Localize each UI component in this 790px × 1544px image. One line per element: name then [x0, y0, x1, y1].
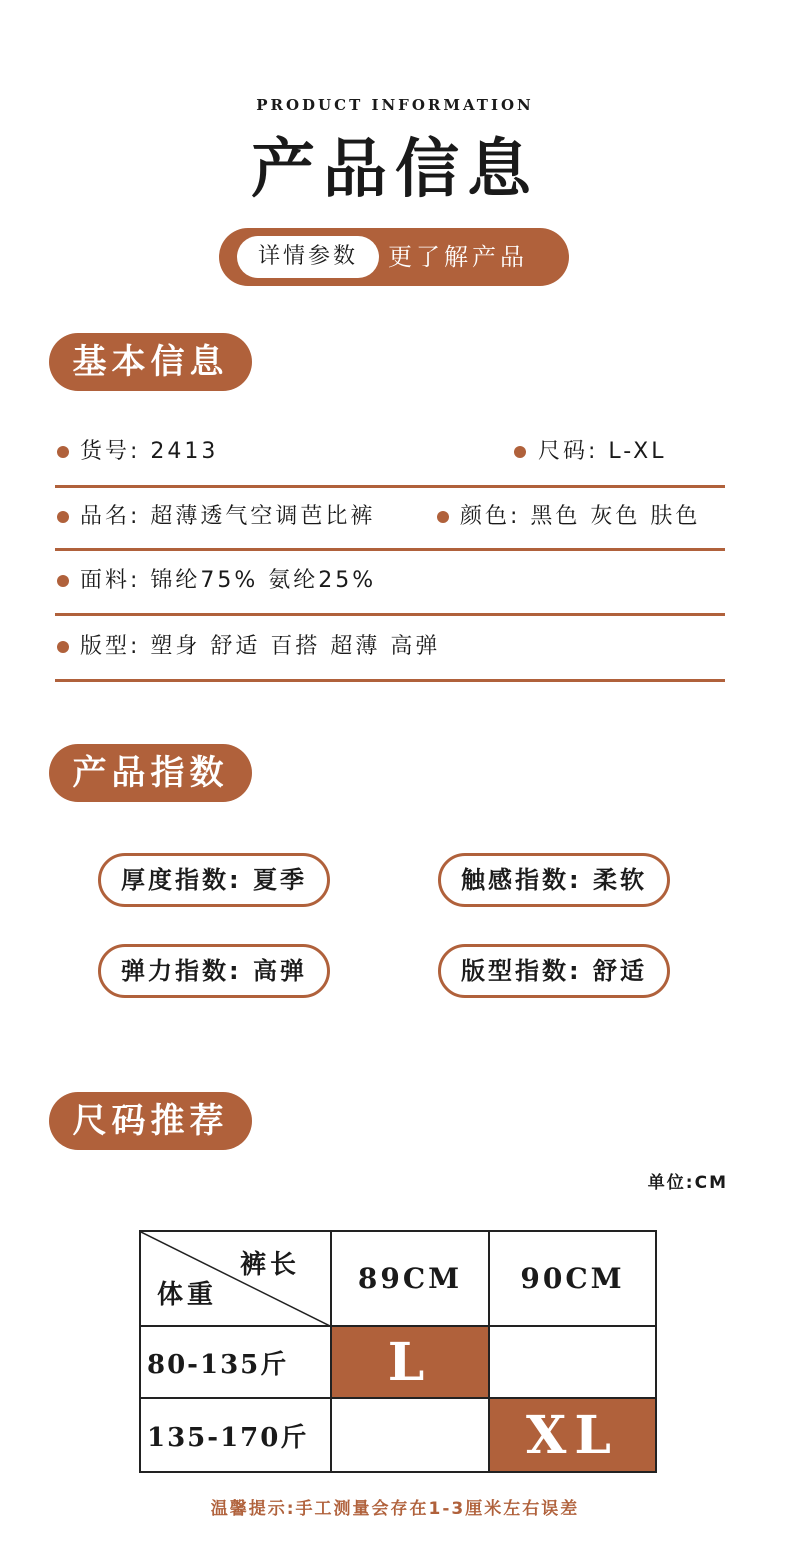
- divider: [55, 548, 725, 551]
- divider: [55, 679, 725, 682]
- corner-weight-label: 体重: [157, 1280, 218, 1310]
- table-corner-cell: [140, 1231, 331, 1326]
- fabric: 面料: 锦纶75% 氨纶25%: [80, 568, 377, 593]
- size-table: [139, 1230, 657, 1473]
- size-cell-L: L: [331, 1326, 489, 1398]
- bullet-icon: [514, 446, 526, 458]
- divider: [55, 613, 725, 616]
- size-cell-XL: XL: [489, 1398, 656, 1472]
- subtitle-pill-left: 详情参数: [237, 236, 379, 278]
- product-name: 品名: 超薄透气空调芭比裤: [80, 504, 376, 529]
- measurement-tip: 温馨提示:手工测量会存在1-3厘米左右误差: [210, 1499, 580, 1519]
- fit-style: 版型: 塑身 舒适 百搭 超薄 高弹: [80, 634, 441, 659]
- elasticity-index: 弹力指数: 高弹: [98, 944, 330, 998]
- column-header-90: 90CM: [489, 1231, 656, 1326]
- bullet-icon: [57, 575, 69, 587]
- row-weight-80-135: 80-135斤: [140, 1326, 331, 1398]
- bullet-icon: [437, 511, 449, 523]
- column-header-89: 89CM: [331, 1231, 489, 1326]
- page-title: 产品信息: [251, 133, 539, 207]
- size-range: 尺码: L-XL: [538, 439, 667, 464]
- thickness-index: 厚度指数: 夏季: [98, 853, 330, 907]
- section-product-index: 产品指数: [49, 744, 252, 802]
- row-weight-135-170: 135-170斤: [140, 1398, 331, 1472]
- subtitle-pill-right: 更了解产品: [388, 243, 528, 271]
- divider: [55, 485, 725, 488]
- touch-index: 触感指数: 柔软: [438, 853, 670, 907]
- bullet-icon: [57, 446, 69, 458]
- section-size-recommendation: 尺码推荐: [49, 1092, 252, 1150]
- bullet-icon: [57, 511, 69, 523]
- english-title: PRODUCT INFORMATION: [256, 96, 534, 114]
- corner-length-label: 裤长: [239, 1250, 300, 1280]
- product-colors: 颜色: 黑色 灰色 肤色: [460, 504, 701, 529]
- section-basic-info: 基本信息: [49, 333, 252, 391]
- empty-cell: [331, 1398, 489, 1472]
- bullet-icon: [57, 641, 69, 653]
- empty-cell: [489, 1326, 656, 1398]
- item-number: 货号: 2413: [80, 439, 219, 464]
- fit-index: 版型指数: 舒适: [438, 944, 670, 998]
- unit-label: 单位:CM: [647, 1173, 728, 1193]
